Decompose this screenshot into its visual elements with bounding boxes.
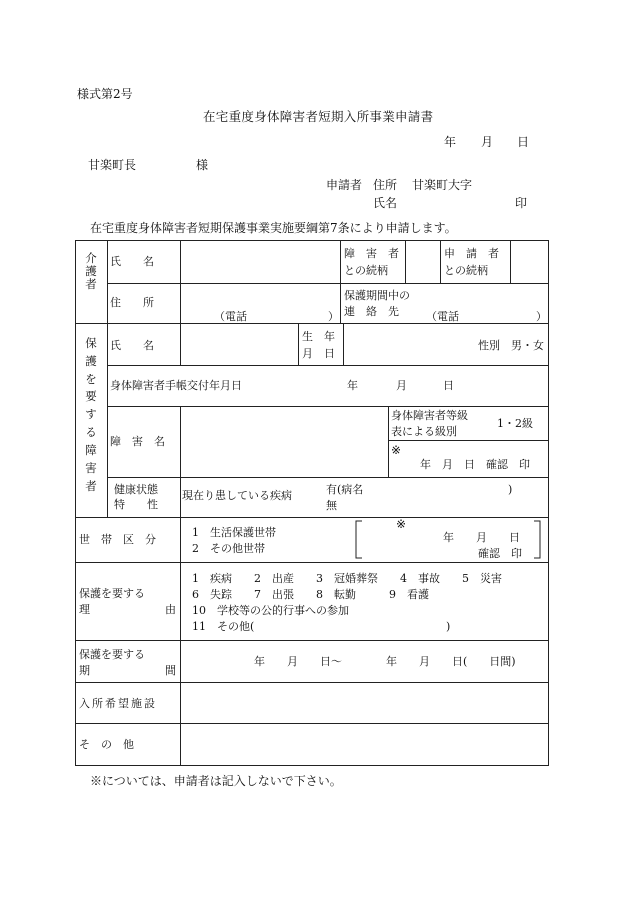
person-section-label: 保護を要する障害者 [85,336,97,493]
household-mark: ※ [396,517,407,531]
grade-label-1: 身体障害者等級 [391,409,468,422]
reason-label-2-prefix: 理 [79,603,90,616]
applicant-address-label: 住所 [373,178,398,192]
contact-label-2: 連 絡 先 [344,305,399,318]
household-confirm: 確認 印 [478,547,522,560]
handbook-month: 月 [396,379,407,392]
confirm-line: 年 月 日 確認 印 [420,458,530,471]
confirm-mark: ※ [391,443,402,457]
applicant-address-value: 甘楽町大字 [412,178,473,192]
caregiver-section-label: 介護者 [85,251,97,291]
date-month: 月 [481,135,494,149]
household-option-2: 2 その他世帯 [192,542,265,555]
date-year: 年 [444,135,457,149]
reason-line-3: 10 学校等の公的行事への参加 [192,604,349,617]
birth-label-2: 月 日 [302,347,335,360]
relation-applicant-label-1: 申 請 者 [444,247,499,260]
birth-label-1: 生 年 [302,330,335,343]
applicant-label: 申請者 [326,178,363,192]
date-day: 日 [517,135,530,149]
relation-disabled-label-1: 障 害 者 [344,247,399,260]
other-label: そ の 他 [79,738,134,751]
other-field[interactable] [182,725,547,764]
handbook-day: 日 [443,379,454,392]
reason-line-4-close: ) [446,620,451,633]
relation-disabled-label-2: との続柄 [344,264,388,277]
handbook-year: 年 [347,379,358,392]
reason-line-4: 11 その他( [192,620,255,633]
period-label-2-prefix: 期 [79,664,90,677]
grade-value: 1・2級 [497,417,533,430]
reason-line-1: 1 疾病 2 出産 3 冠婚葬祭 4 事故 5 災害 [192,572,502,585]
sex-field: 性別 男・女 [478,339,544,352]
household-date: 年 月 日 [443,531,520,544]
caregiver-name-label: 氏 名 [110,255,154,268]
current-disease-label: 現在り患している疾病 [182,489,292,502]
reason-label-1: 保護を要する [79,587,145,600]
has-disease-close: ) [508,483,513,496]
grade-label-2: 表による級別 [391,425,457,438]
form-number: 様式第2号 [77,87,133,101]
applicant-name-label: 氏名 [373,196,398,210]
caregiver-phone-open: （電話 [214,310,247,323]
applicant-seal: 印 [515,196,528,210]
reason-line-2: 6 失踪 7 出張 8 転勤 9 看護 [192,588,429,601]
reason-label-2: 由 [165,603,176,616]
contact-label-1: 保護期間中の [344,289,410,302]
facility-field[interactable] [182,684,547,722]
person-name-label: 氏 名 [110,339,154,352]
footnote: ※については、申請者は記入しないで下さい。 [90,774,342,788]
period-label-2: 間 [165,664,176,677]
caregiver-address-label: 住 所 [110,296,154,309]
period-value: 年 月 日〜 年 月 日( 日間) [254,655,516,668]
household-label: 世 帯 区 分 [79,533,156,546]
health-label-2: 特 性 [114,498,158,511]
relation-applicant-label-2: との続柄 [444,264,488,277]
disability-name-label: 障 害 名 [110,435,165,448]
period-label-1: 保護を要する [79,648,145,661]
contact-phone-open: （電話 [426,310,459,323]
handbook-label: 身体障害者手帳交付年月日 [110,379,242,392]
page-title: 在宅重度身体障害者短期入所事業申請書 [203,109,434,124]
caregiver-phone-close: ） [328,310,339,323]
addressee-name: 甘楽町長 [88,158,137,172]
has-disease-option: 有(病名 [326,483,364,496]
intro-text: 在宅重度身体障害者短期保護事業実施要綱第7条により申請します。 [90,221,457,235]
addressee-honorific: 様 [196,158,209,172]
contact-phone-close: ） [536,310,547,323]
facility-label: 入所希望施設 [79,697,157,710]
household-option-1: 1 生活保護世帯 [192,526,276,539]
no-disease-option: 無 [326,499,337,512]
health-label-1: 健康状態 [114,483,158,496]
